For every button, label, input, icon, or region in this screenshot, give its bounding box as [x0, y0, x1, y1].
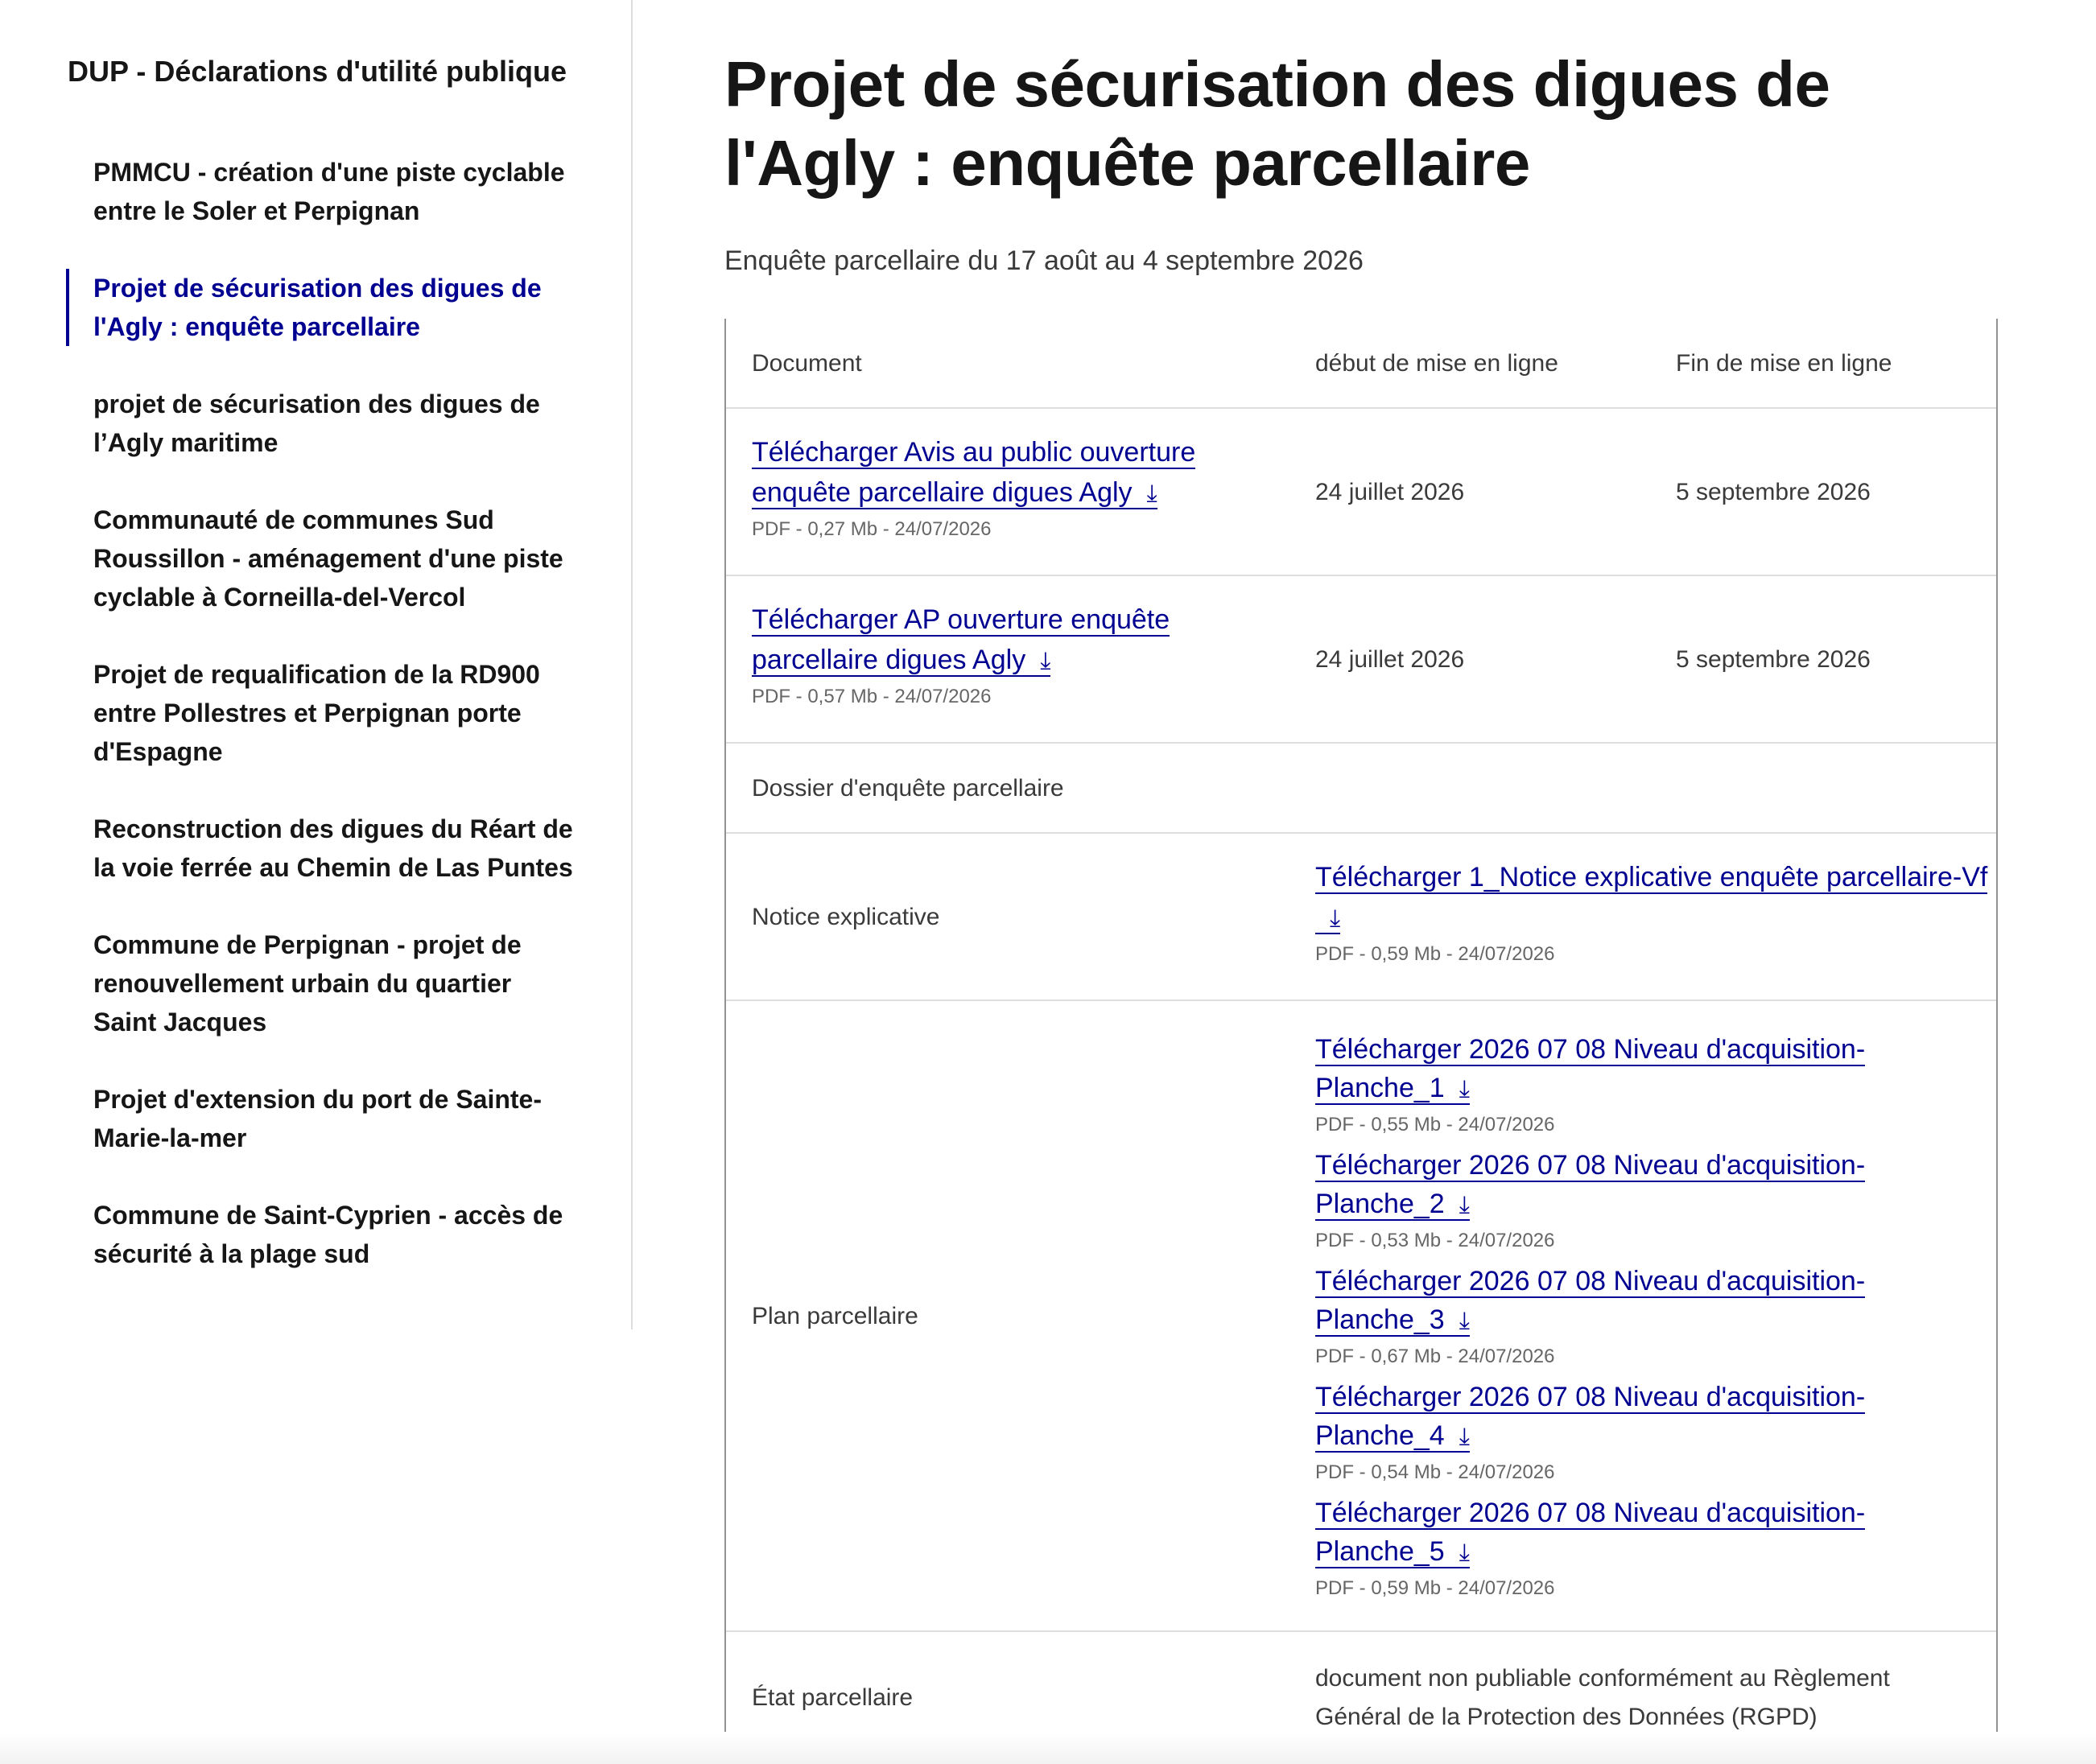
- document-cell: [752, 600, 1251, 713]
- plan-file-list: [1315, 1030, 1975, 1609]
- page-bottom-shade: [0, 1732, 2096, 1764]
- header-document: Document: [752, 350, 862, 377]
- download-link-label: Planche_1: [1315, 1073, 1445, 1103]
- sidebar-item-reart[interactable]: Reconstruction des digues du Réart de la voie ferrée au Chemin de Las Puntes: [93, 814, 573, 882]
- etat-text: document non publiable conformément au Règlement Général de la Protection des Données (RGPD): [1315, 1665, 1890, 1730]
- download-link[interactable]: [1315, 1304, 1470, 1337]
- notice-label: Notice explicative: [752, 904, 940, 930]
- file-meta: PDF - 0,55 Mb - 24/07/2026: [1315, 1114, 1555, 1135]
- sidebar-item-sud-roussillon[interactable]: Communauté de communes Sud Roussillon - aménagement d'une piste cyclable à Corneilla-del-Vercol: [93, 505, 563, 612]
- file-meta: PDF - 0,57 Mb - 24/07/2026: [752, 686, 992, 707]
- download-link-label: Télécharger 2026 07 08 Niveau d'acquisition-: [1315, 1034, 1866, 1065]
- download-link-label: Planche_5: [1315, 1536, 1445, 1567]
- download-link[interactable]: [1315, 1073, 1470, 1105]
- download-icon: ⤓: [1459, 1076, 1470, 1102]
- file-meta: PDF - 0,54 Mb - 24/07/2026: [1315, 1461, 1555, 1483]
- list-item: [1315, 1494, 1975, 1609]
- download-link-label: Télécharger Avis au public ouverture enquête parcellaire digues Agly: [752, 437, 1196, 508]
- plan-row: [726, 1001, 1996, 1632]
- download-icon: ⤓: [1146, 480, 1157, 507]
- download-link-label: Télécharger AP ouverture enquête parcellaire digues Agly: [752, 604, 1170, 675]
- download-link[interactable]: [752, 437, 1195, 509]
- download-link[interactable]: [1315, 862, 1987, 934]
- table-header-row: [726, 319, 1996, 409]
- sidebar-title[interactable]: DUP - Déclarations d'utilité publique: [68, 55, 567, 88]
- page-subtitle: Enquête parcellaire du 17 août au 4 septembre 2026: [724, 245, 1364, 276]
- document-cell: [752, 433, 1251, 546]
- file-meta: PDF - 0,53 Mb - 24/07/2026: [1315, 1230, 1555, 1251]
- table-row: [726, 409, 1996, 576]
- list-item: [1315, 1262, 1975, 1378]
- header-start: début de mise en ligne: [1315, 350, 1558, 377]
- download-link[interactable]: [1315, 1034, 1865, 1066]
- download-link[interactable]: [1315, 1498, 1865, 1530]
- download-link-label: Télécharger 2026 07 08 Niveau d'acquisition-: [1315, 1150, 1866, 1181]
- download-link[interactable]: [1315, 1150, 1865, 1182]
- download-icon: ⤓: [1040, 648, 1051, 674]
- sidebar-item-agly-maritime[interactable]: projet de sécurisation des digues de l’Agly maritime: [93, 389, 540, 457]
- plan-label: Plan parcellaire: [752, 1303, 918, 1329]
- sidebar-item-pmmcu[interactable]: PMMCU - création d'une piste cyclable entre le Soler et Perpignan: [93, 158, 565, 225]
- list-item: [1315, 1378, 1975, 1494]
- sidebar-item-perpignan[interactable]: Commune de Perpignan - projet de renouvellement urbain du quartier Saint Jacques: [93, 930, 522, 1037]
- sidebar-nav: [0, 0, 633, 1329]
- start-date: 24 juillet 2026: [1315, 479, 1465, 505]
- file-meta: PDF - 0,59 Mb - 24/07/2026: [1315, 1577, 1555, 1599]
- download-icon: ⤓: [1459, 1539, 1470, 1566]
- sidebar-item-agly-parcellaire[interactable]: Projet de sécurisation des digues de l'Agly : enquête parcellaire: [66, 269, 581, 346]
- sidebar-item-rd900[interactable]: Projet de requalification de la RD900 entre Pollestres et Perpignan porte d'Espagne: [93, 660, 540, 766]
- download-icon: ⤓: [1459, 1308, 1470, 1334]
- list-item: [1315, 1030, 1975, 1146]
- download-icon: ⤓: [1459, 1192, 1470, 1218]
- end-date: 5 septembre 2026: [1676, 646, 1871, 673]
- file-meta: PDF - 0,67 Mb - 24/07/2026: [1315, 1346, 1555, 1367]
- download-link-label: Planche_2: [1315, 1189, 1445, 1219]
- download-link-label: Télécharger 1_Notice explicative enquête parcellaire-Vf: [1315, 862, 1988, 892]
- notice-row: [726, 834, 1996, 1001]
- download-icon: ⤓: [1459, 1424, 1470, 1450]
- download-link[interactable]: [1315, 1536, 1470, 1568]
- download-link[interactable]: [1315, 1420, 1470, 1453]
- documents-table: [724, 319, 1998, 1764]
- download-link-label: Télécharger 2026 07 08 Niveau d'acquisition-: [1315, 1382, 1866, 1412]
- end-date: 5 septembre 2026: [1676, 479, 1871, 505]
- notice-cell: [1315, 858, 1991, 971]
- download-link[interactable]: [1315, 1266, 1865, 1298]
- download-link-label: Planche_3: [1315, 1304, 1445, 1335]
- download-icon: ⤓: [1330, 905, 1341, 932]
- download-link-label: Télécharger 2026 07 08 Niveau d'acquisition-: [1315, 1498, 1866, 1528]
- header-end: Fin de mise en ligne: [1676, 350, 1892, 377]
- download-link[interactable]: [1315, 1382, 1865, 1414]
- section-row: [726, 744, 1996, 834]
- sidebar-item-sainte-marie[interactable]: Projet d'extension du port de Sainte-Marie-la-mer: [93, 1085, 542, 1152]
- file-meta: PDF - 0,59 Mb - 24/07/2026: [1315, 943, 1555, 965]
- list-item: [1315, 1146, 1975, 1262]
- download-link-label: Planche_4: [1315, 1420, 1445, 1451]
- page-title: Projet de sécurisation des digues de l'Agly : enquête parcellaire: [724, 48, 1830, 199]
- sidebar-list: [66, 153, 581, 1312]
- section-label: Dossier d'enquête parcellaire: [752, 775, 1064, 802]
- sidebar-item-saint-cyprien[interactable]: Commune de Saint-Cyprien - accès de sécurité à la plage sud: [93, 1201, 563, 1268]
- download-link[interactable]: [1315, 1189, 1470, 1221]
- etat-label: État parcellaire: [752, 1684, 914, 1711]
- download-link-label: Télécharger 2026 07 08 Niveau d'acquisition-: [1315, 1266, 1866, 1296]
- file-meta: PDF - 0,27 Mb - 24/07/2026: [752, 518, 992, 540]
- table-row: [726, 576, 1996, 744]
- download-link[interactable]: [752, 604, 1170, 677]
- start-date: 24 juillet 2026: [1315, 646, 1465, 673]
